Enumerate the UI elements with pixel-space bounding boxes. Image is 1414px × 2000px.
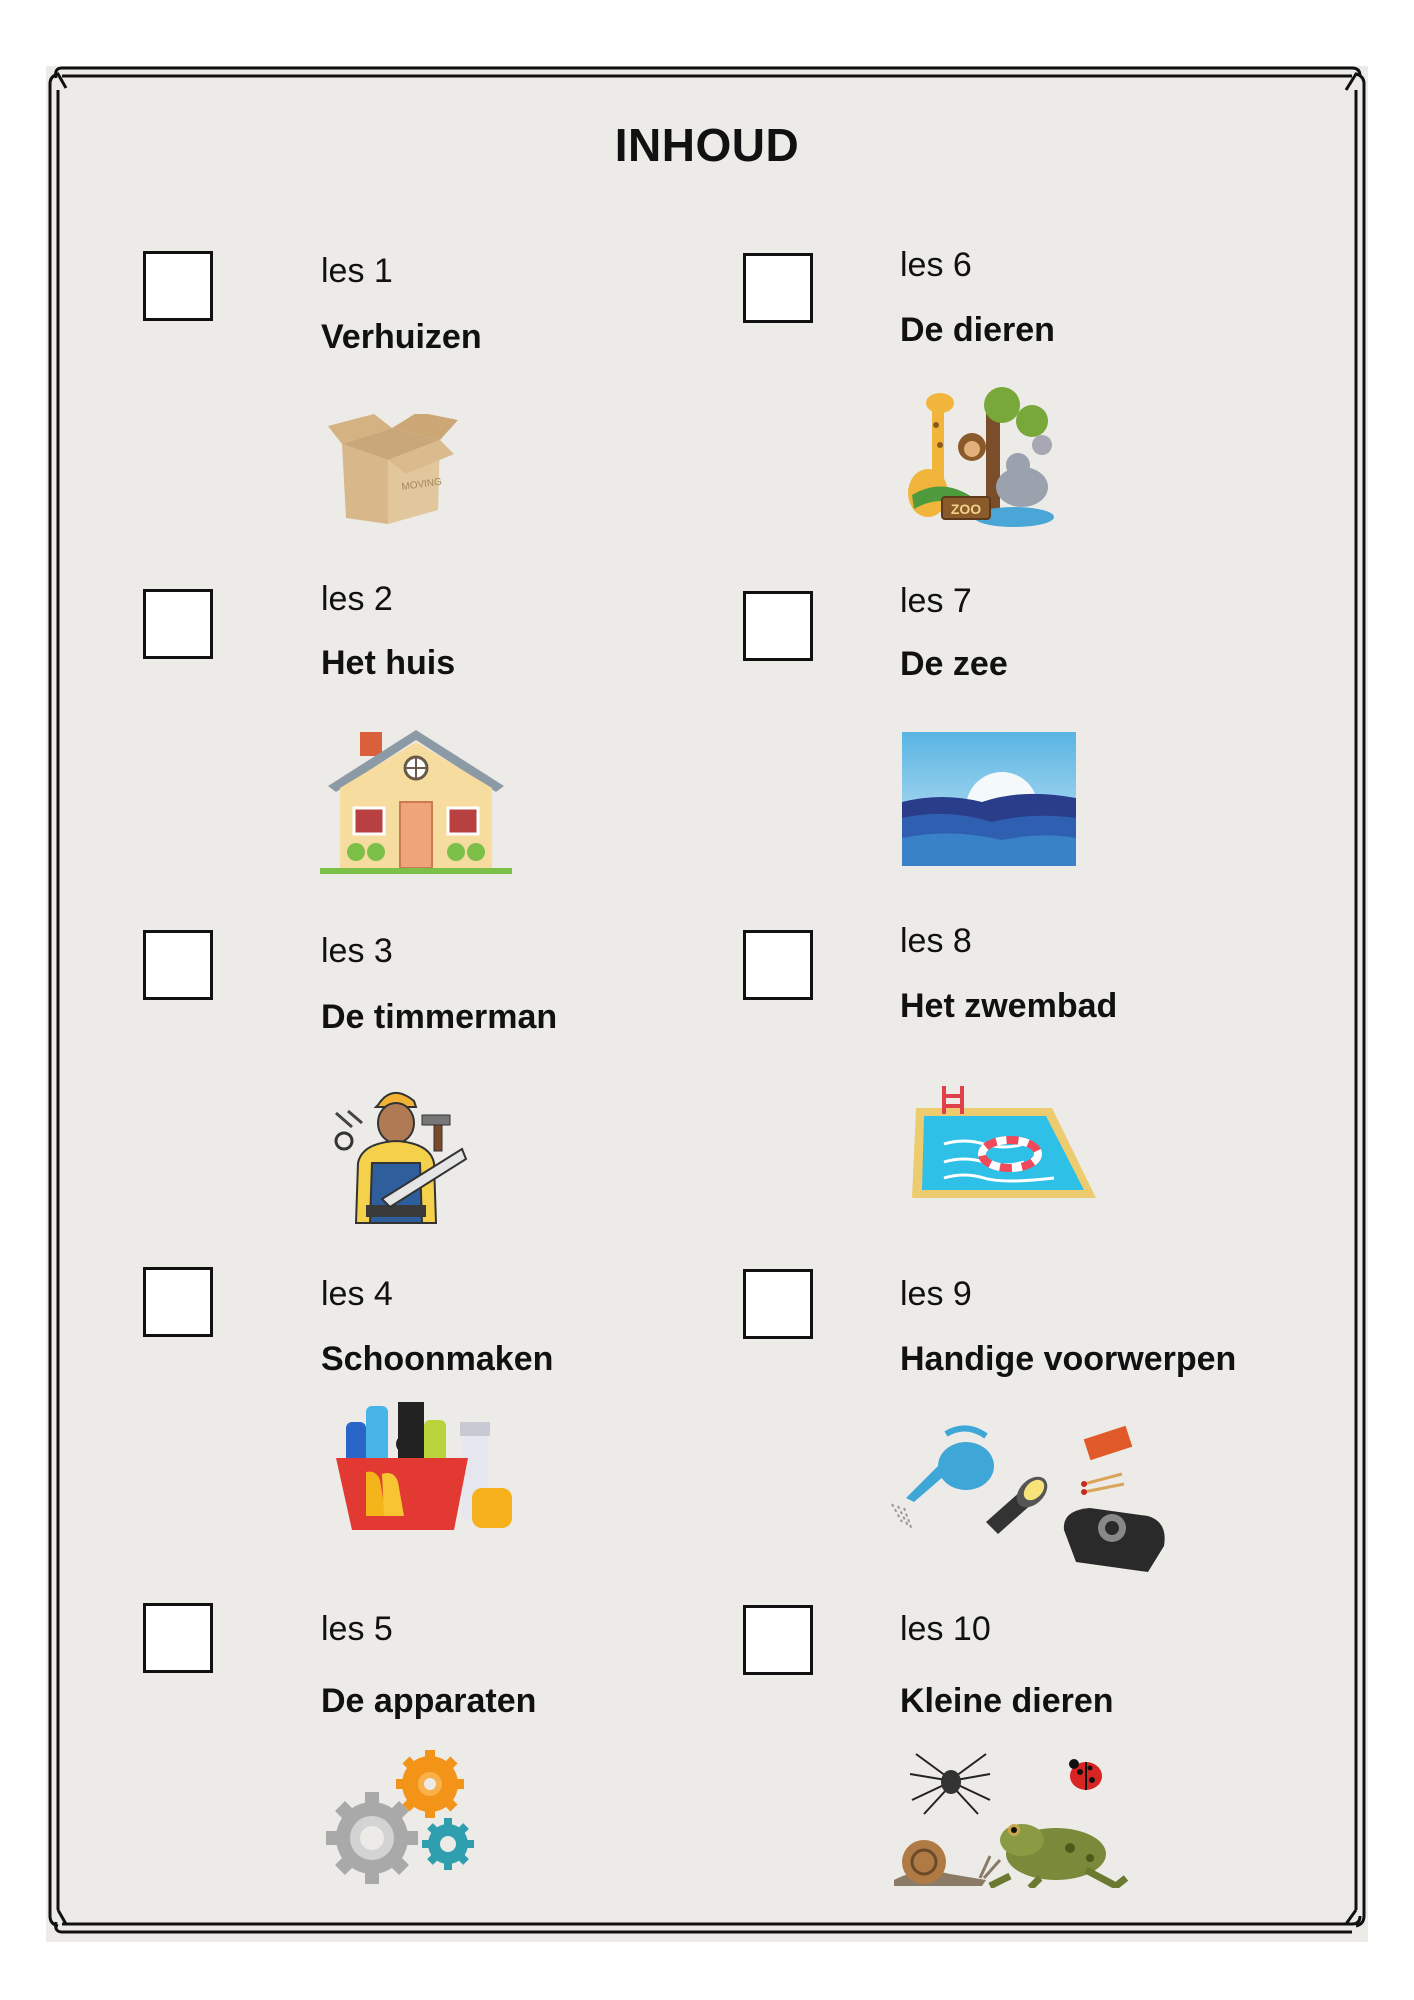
matches-icon [1081,1426,1132,1495]
checkbox-les-2[interactable] [143,589,213,659]
lesson-number: les 5 [321,1610,393,1648]
checkbox-les-8[interactable] [743,930,813,1000]
checkbox-les-9[interactable] [743,1269,813,1339]
sea-icon [902,732,1076,866]
checkbox-les-7[interactable] [743,591,813,661]
zoo-sign-label: ZOO [950,501,982,517]
small-animals-icon [890,1750,1130,1888]
lesson-title: Het zwembad [900,987,1118,1025]
flashlight-icon [986,1471,1053,1534]
swimming-pool-icon [904,1084,1100,1210]
gears-icon [324,1748,474,1888]
lesson-number: les 9 [900,1275,972,1313]
handy-objects-icon [886,1422,1176,1574]
zoo-animals-icon [902,385,1064,535]
lesson-number: les 1 [321,252,393,290]
lesson-title: De timmerman [321,998,558,1036]
lesson-number: les 10 [900,1610,991,1648]
checkbox-les-3[interactable] [143,930,213,1000]
house-icon [320,728,512,878]
lesson-number: les 4 [321,1275,393,1313]
lesson-title: De apparaten [321,1682,537,1720]
page-title: INHOUD [614,119,800,171]
lesson-number: les 7 [900,582,972,620]
lesson-title: De dieren [900,311,1055,349]
tape-dispenser-icon [1064,1508,1165,1572]
lesson-number: les 8 [900,922,972,960]
box-label: MOVING [400,476,443,493]
lesson-title: Verhuizen [321,318,482,356]
lesson-title: De zee [900,645,1008,683]
checkbox-les-4[interactable] [143,1267,213,1337]
lesson-number: les 6 [900,246,972,284]
lesson-number: les 3 [321,932,393,970]
lesson-title: Handige voorwerpen [900,1340,1237,1378]
checkbox-les-5[interactable] [143,1603,213,1673]
lesson-number: les 2 [321,580,393,618]
watering-can-icon [892,1428,994,1530]
cleaning-supplies-icon [336,1400,516,1548]
carpenter-icon [322,1083,472,1233]
frog-icon [990,1824,1126,1888]
lesson-title: Het huis [321,644,456,682]
ladybug-icon [1069,1759,1102,1790]
checkbox-les-10[interactable] [743,1605,813,1675]
snail-icon [894,1840,1000,1886]
checkbox-les-6[interactable] [743,253,813,323]
lesson-title: Schoonmaken [321,1340,554,1378]
checkbox-les-1[interactable] [143,251,213,321]
moving-box-icon [322,414,462,526]
lesson-title: Kleine dieren [900,1682,1114,1720]
